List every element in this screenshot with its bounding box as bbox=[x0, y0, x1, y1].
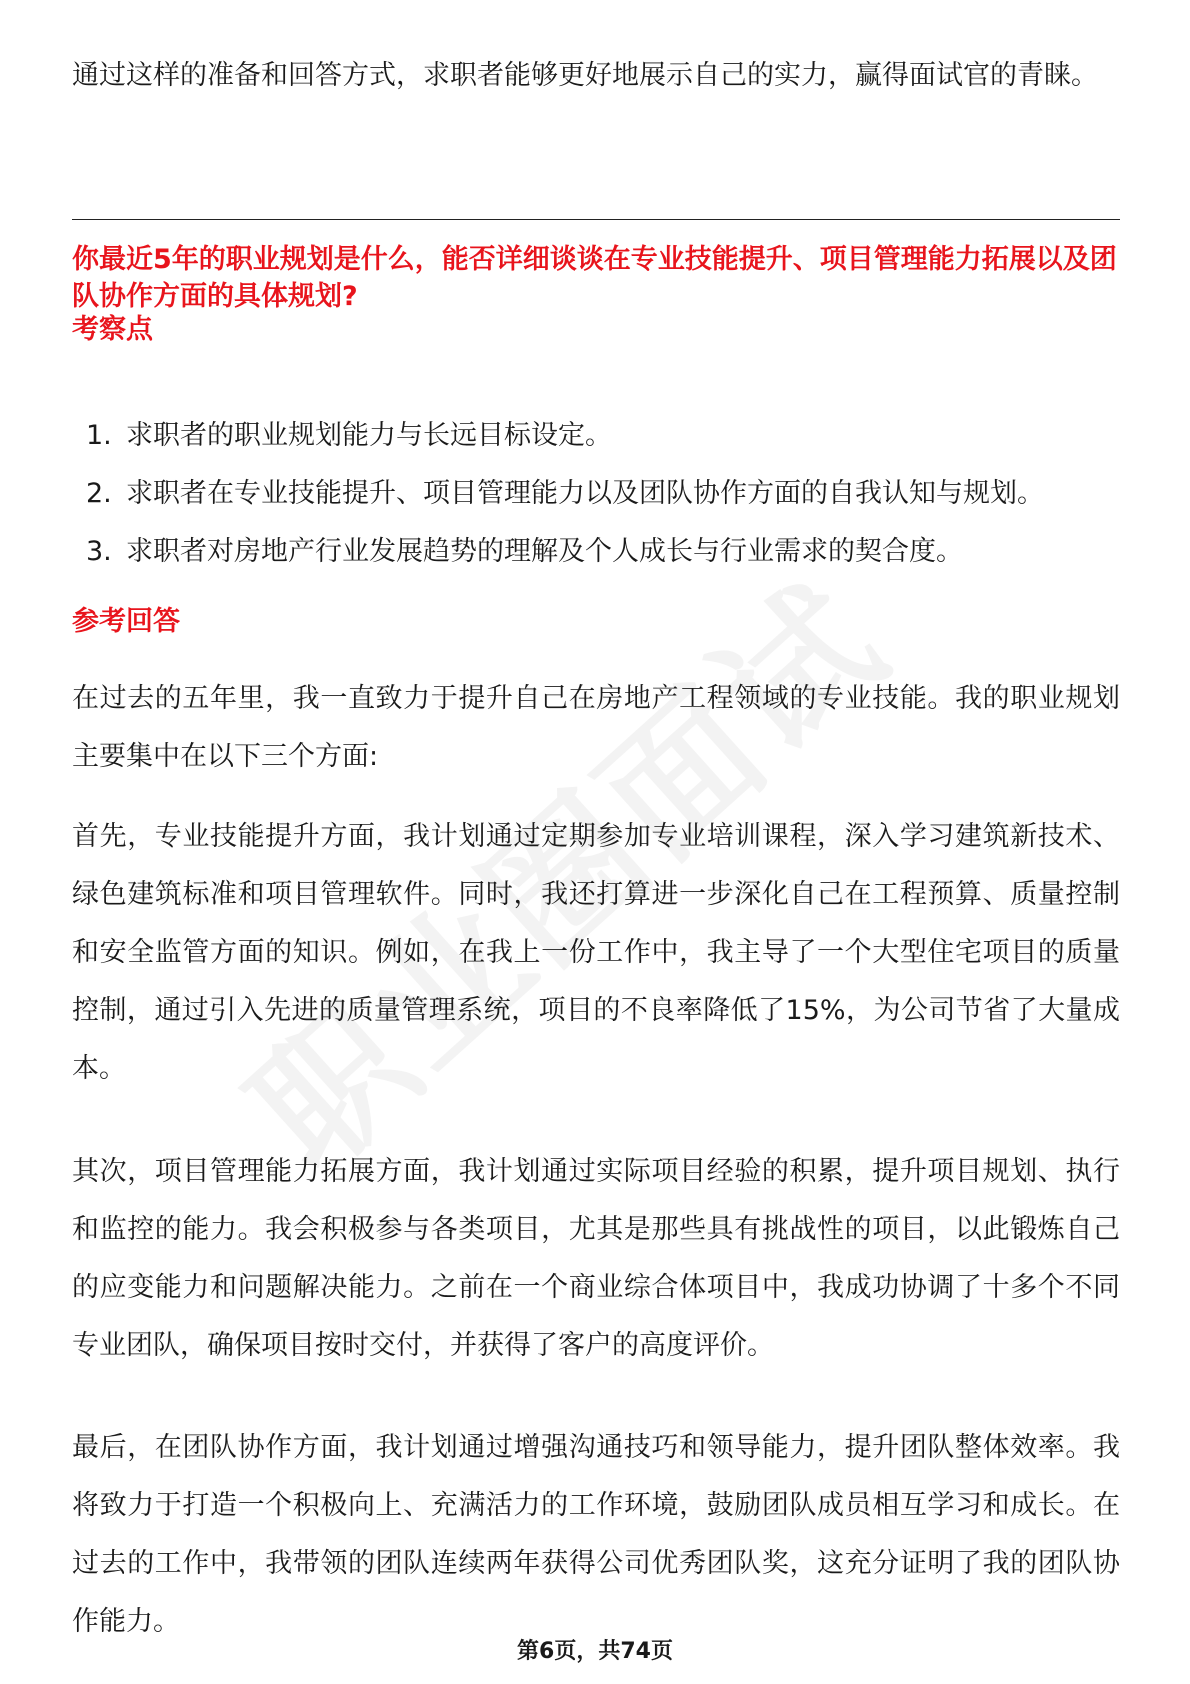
list-item-number: 2. bbox=[86, 478, 112, 509]
answer-paragraph-1: 在过去的五年里，我一直致力于提升自己在房地产工程领域的专业技能。我的职业规划主要集中在以下三个方面: bbox=[72, 683, 1120, 772]
answer-heading: 参考回答 bbox=[72, 606, 180, 637]
list-item bbox=[72, 407, 1120, 465]
list-item-number: 3. bbox=[86, 536, 112, 567]
list-item bbox=[72, 523, 1120, 581]
list-item-text: 求职者在专业技能提升、项目管理能力以及团队协作方面的自我认知与规划。 bbox=[126, 478, 1044, 509]
page-number: 第6页，共74页 bbox=[517, 1639, 673, 1664]
list-item bbox=[72, 465, 1120, 523]
intro-paragraph: 通过这样的准备和回答方式，求职者能够更好地展示自己的实力，赢得面试官的青睐。 bbox=[72, 60, 1098, 91]
section-divider bbox=[72, 219, 1120, 220]
assessment-heading: 考察点 bbox=[72, 314, 153, 345]
answer-paragraph-2: 首先，专业技能提升方面，我计划通过定期参加专业培训课程，深入学习建筑新技术、绿色建筑标准和项目管理软件。同时，我还打算进一步深化自己在工程预算、质量控制和安全监管方面的知识。例如，在我上一份工作中，我主导了一个大型住宅项目的质量控制，通过引入先进的质量管理系统，项目的不良率降低了15%，为公司节省了大量成本。 bbox=[72, 821, 1120, 1084]
question-title: 你最近5年的职业规划是什么，能否详细谈谈在专业技能提升、项目管理能力拓展以及团队协作方面的具体规划? bbox=[72, 244, 1117, 312]
list-item-text: 求职者对房地产行业发展趋势的理解及个人成长与行业需求的契合度。 bbox=[126, 536, 963, 567]
answer-paragraph-4: 最后，在团队协作方面，我计划通过增强沟通技巧和领导能力，提升团队整体效率。我将致力于打造一个积极向上、充满活力的工作环境，鼓励团队成员相互学习和成长。在过去的工作中，我带领的团队连续两年获得公司优秀团队奖，这充分证明了我的团队协作能力。 bbox=[72, 1432, 1120, 1637]
answer-paragraph-3: 其次，项目管理能力拓展方面，我计划通过实际项目经验的积累，提升项目规划、执行和监控的能力。我会积极参与各类项目，尤其是那些具有挑战性的项目，以此锻炼自己的应变能力和问题解决能力。之前在一个商业综合体项目中，我成功协调了十多个不同专业团队，确保项目按时交付，并获得了客户的高度评价。 bbox=[72, 1156, 1120, 1361]
assessment-list bbox=[72, 407, 1120, 581]
list-item-number: 1. bbox=[86, 420, 112, 451]
list-item-text: 求职者的职业规划能力与长远目标设定。 bbox=[126, 420, 612, 451]
